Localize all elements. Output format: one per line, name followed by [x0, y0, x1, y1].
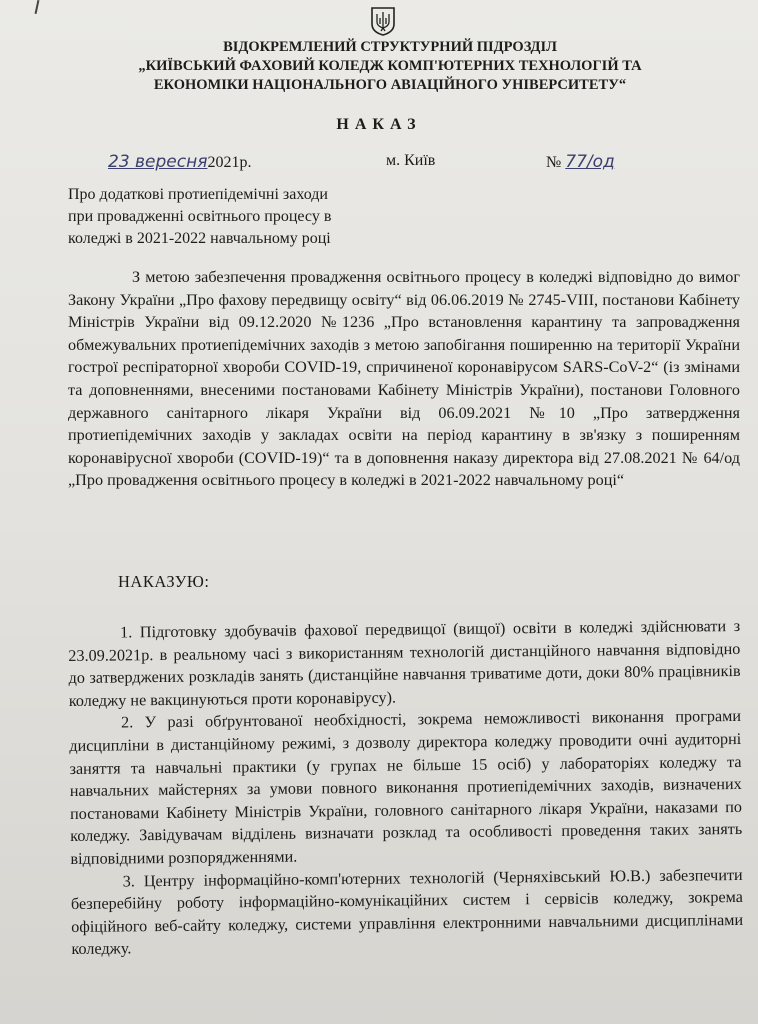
order-item-1: 1. Підготовку здобувачів фахової передвищої (вищої) освіти в коледжі здійснювати з 23.09.2021р. в реальному часі з використанням технологій дистанційного навчання відповідно до затверджених розкладів занять (дистанційне навчання триватиме доти, доки 80% працівників коледжу не вакцинуються проти коронавірусу). [68, 616, 741, 710]
subject-line-2: при провадженні освітнього процесу в [68, 208, 332, 225]
document-title: НАКАЗ [336, 116, 422, 133]
subject-line-1: Про додаткові протиепідемічні заходи [68, 186, 328, 203]
date-year: 2021р. [207, 154, 252, 171]
subject-line-3: коледжі в 2021-2022 навчальному році [68, 230, 331, 247]
order-city: м. Київ [386, 152, 436, 169]
orders-heading: НАКАЗУЮ: [118, 572, 210, 591]
order-items [68, 615, 744, 961]
handwritten-number: 77/од [565, 152, 615, 172]
header-line-1: ВІДОКРЕМЛЕНИЙ СТРУКТУРНИЙ ПІДРОЗДІЛ [223, 39, 557, 55]
order-item-3: 3. Центру інформаційно-комп'ютерних технологій (Черняхівський Ю.В.) забезпечити безперебійну роботу інформаційно-комунікаційних систем і сервісів коледжу, зокрема офіційного веб-сайту коледжу, системи управління електронними навчальними дисциплінами коледжу. [70, 865, 744, 959]
order-item-2: 2. У разі обґрунтованої необхідності, зокрема неможливості виконання програми дисципліни в дистанційному режимі, з дозволу директора коледжу проводити очні аудиторні заняття та навчальні практики (у групах не більше 15 осіб) у лабораторіях коледжу та навчальних майстернях за умови повного виконання протиепідемічних заходів, визначених постановами Кабінету Міністрів України, головного санітарного лікаря України, наказами по коледжу. Завідувачам відділень визначати розклад та особливості проведення таких занять відповідними розпорядженнями. [69, 707, 743, 868]
order-number [546, 152, 615, 172]
number-prefix: № [546, 154, 562, 171]
coat-of-arms-icon [370, 6, 396, 36]
header-line-2: „КИЇВСЬКИЙ ФАХОВИЙ КОЛЕДЖ КОМП'ЮТЕРНИХ ТЕХНОЛОГІЙ ТА [138, 58, 642, 74]
institution-header [70, 38, 710, 95]
handwritten-date: 23 вересня [108, 152, 208, 172]
header-line-3: ЕКОНОМІКИ НАЦІОНАЛЬНОГО АВІАЦІЙНОГО УНІВЕРСИТЕТУ“ [153, 77, 627, 93]
order-subject [68, 184, 398, 250]
preamble-paragraph: З метою забезпечення провадження освітнього процесу в коледжі відповідно до вимог Закону України „Про фахову передвищу освіту“ від 06.06.2019 № 2745-VIII, постанови Кабінету Міністрів України від 09.12.2020 №1236 „Про встановлення карантину та запровадження обмежувальних протиепідемічних заходів з метою запобігання поширенню на території України гострої респіраторної хвороби COVID-19, спричиненої коронавірусом SARS-CoV-2“ (із змінами та доповненнями, внесеними постановами Кабінету Міністрів України), постанови Головного державного санітарного лікаря України від 06.09.2021 №10 „Про затвердження протиепідемічних заходів у закладах освіти на період карантину в зв'язку з поширенням коронавірусної хвороби (COVID-19)“ та в доповнення наказу директора від 27.08.2021 № 64/од „Про провадження освітнього процесу в коледжі в 2021-2022 навчальному році“ [68, 268, 740, 490]
pen-mark [35, 0, 40, 14]
order-date [108, 152, 251, 172]
